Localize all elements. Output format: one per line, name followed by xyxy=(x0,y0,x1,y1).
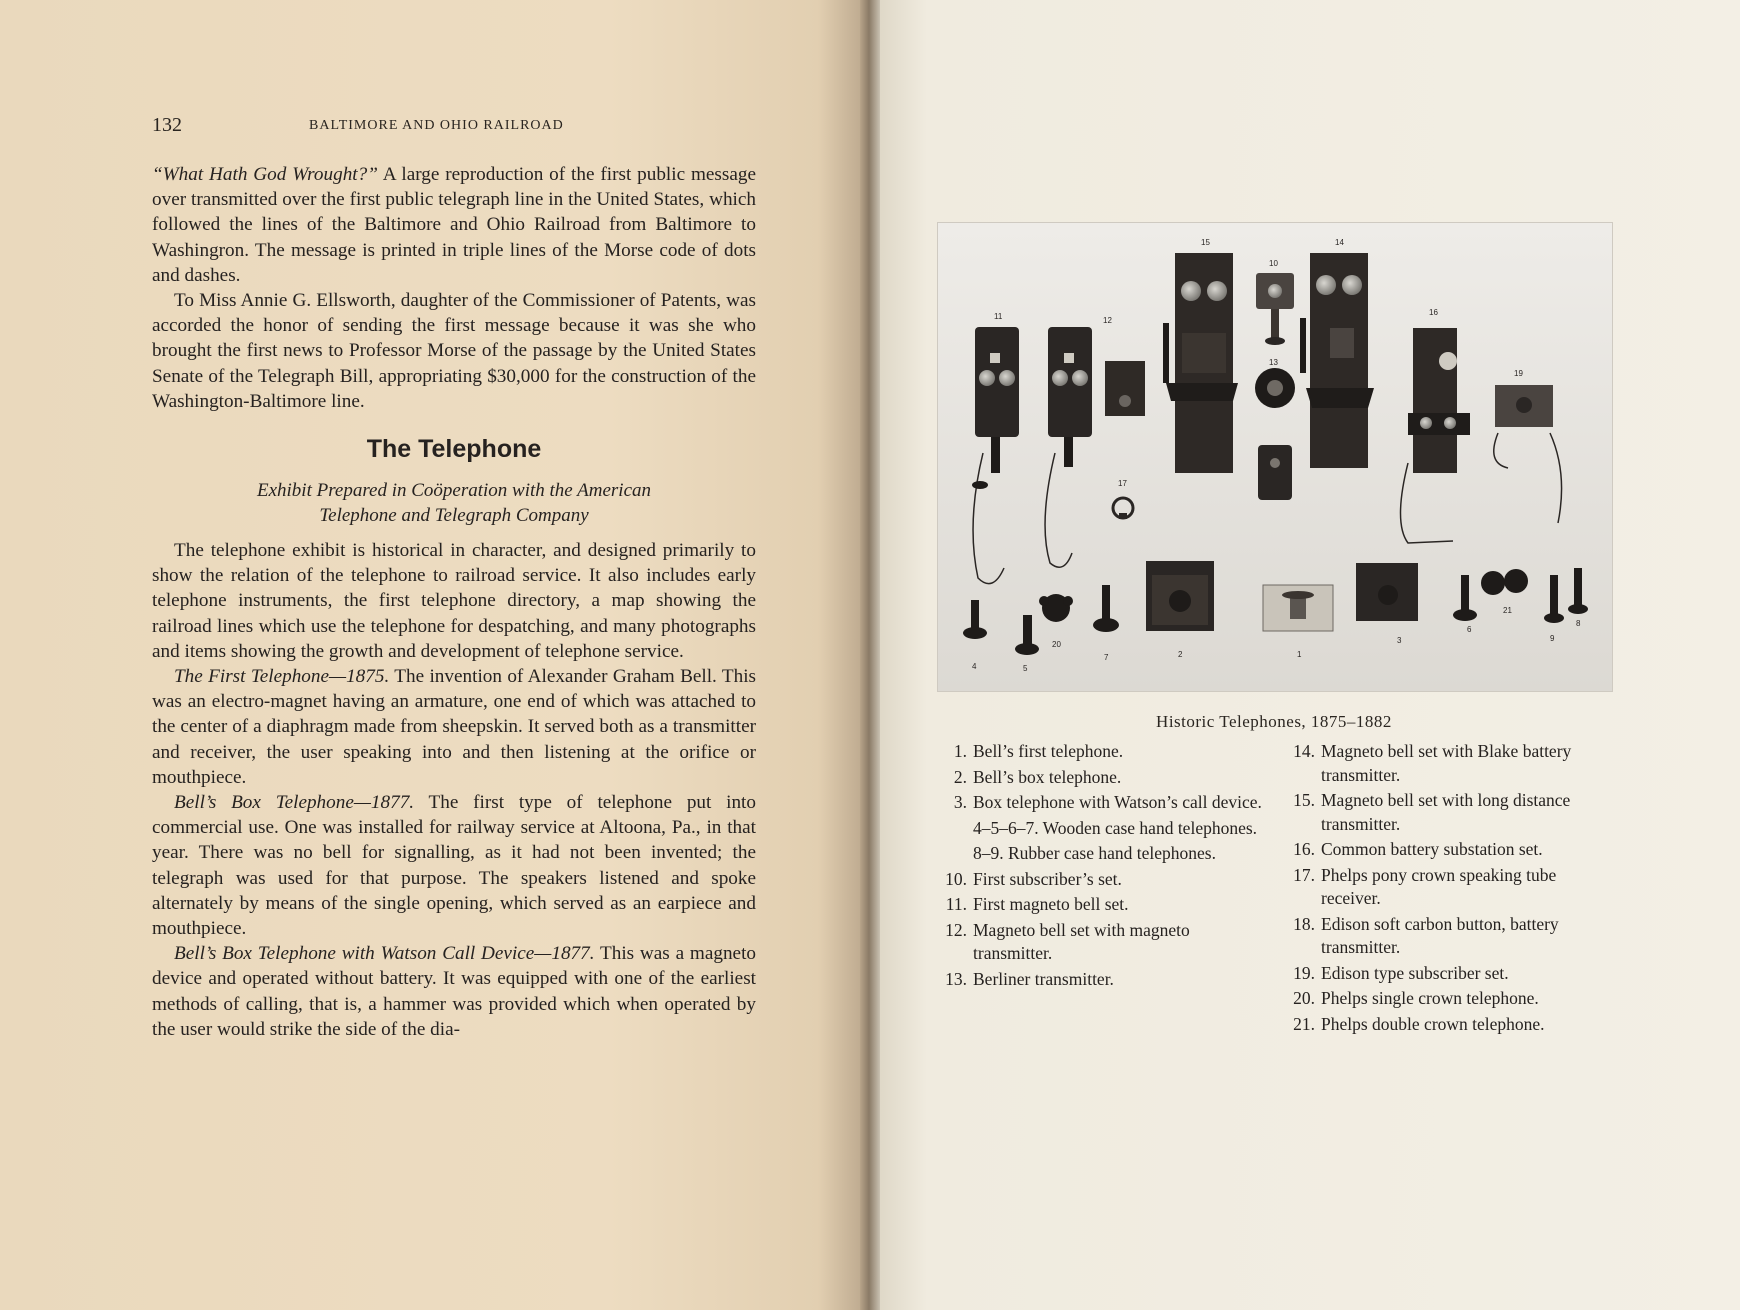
legend-text: Common battery substation set. xyxy=(1321,839,1543,859)
legend-item xyxy=(937,842,1265,866)
legend-number: 20. xyxy=(1293,988,1315,1008)
telephones-photograph xyxy=(937,222,1613,692)
photo-label-4: 4 xyxy=(972,662,977,671)
photo-label-5: 5 xyxy=(1023,664,1028,673)
photo-label-13: 13 xyxy=(1269,358,1278,367)
legend-number xyxy=(937,842,973,866)
box-telephone-lead: Bell’s Box Telephone—1877. xyxy=(174,792,415,814)
photo-label-10: 10 xyxy=(1269,259,1278,268)
legend-number: 1. xyxy=(953,741,967,761)
legend-text: Magneto bell set with Blake battery transmitter. xyxy=(1321,741,1572,785)
legend-number: 17. xyxy=(1293,864,1315,885)
legend-text: Berliner transmitter. xyxy=(973,968,1114,989)
legend-right-column xyxy=(1285,740,1615,1038)
legend-item xyxy=(1285,864,1615,911)
legend-item xyxy=(937,868,1265,892)
intro-paragraph xyxy=(152,162,756,288)
box-telephone-text: The first type of telephone put into commercial use. One was installed for railway service at Altoona, Pa., in that year. There was no bell for signalling, as it had not been invented; the telegraph was used for that purpose. The speakers listened and spoke alternately by means of the single opening, which served as an earpiece and mouthpiece. xyxy=(152,792,756,940)
legend-number: 12. xyxy=(945,919,967,940)
legend-item xyxy=(937,968,1265,992)
section-title: The Telephone xyxy=(366,435,542,464)
first-telephone-lead: The First Telephone—1875. xyxy=(174,666,390,688)
photo-label-15: 15 xyxy=(1201,238,1210,247)
legend-text: 8–9. Rubber case hand telephones. xyxy=(973,843,1216,863)
ellsworth-paragraph: To Miss Annie G. Ellsworth, daughter of the Commissioner of Patents, was accorded the honor of sending the first message because it was she who brought the first news to Professor Morse of the passage by the United States Senate of the Telegraph Bill, appropriating $30,000 for the construction of the Washington-Baltimore line. xyxy=(152,290,756,412)
legend-text: Bell’s box telephone. xyxy=(973,766,1122,787)
telephone-2 xyxy=(1146,561,1214,631)
legend-number: 2. xyxy=(953,766,967,787)
legend-text: Edison soft carbon button, battery transmitter. xyxy=(1321,913,1559,957)
telephone-box-small xyxy=(1105,361,1145,416)
legend-text: Magneto bell set with long distance transmitter. xyxy=(1321,790,1571,834)
telephones-illustration xyxy=(938,223,1612,691)
legend-item xyxy=(1285,838,1615,862)
photo-label-6: 6 xyxy=(1467,625,1472,634)
legend-item xyxy=(937,791,1265,815)
photo-label-16: 16 xyxy=(1429,308,1438,317)
subtitle-line-2: Telephone and Telegraph Company xyxy=(319,505,589,527)
subtitle-line-1: Exhibit Prepared in Coöperation with the American xyxy=(256,480,652,502)
left-text-column xyxy=(152,162,756,1042)
photo-label-14: 14 xyxy=(1335,238,1344,247)
watson-device-lead: Bell’s Box Telephone with Watson Call Device—1877. xyxy=(174,943,595,965)
legend-item xyxy=(937,893,1265,917)
legend-item xyxy=(937,919,1265,966)
intro-text: A large reproduction of the first public message over transmitted over the first public telegraph line in the United States, which followed the lines of the Baltimore and Ohio Railroad from Baltimore to Washingron. The message is printed in triple lines of the Morse code of dots and dashes. xyxy=(152,164,756,286)
photo-label-9: 9 xyxy=(1550,634,1555,643)
telephone-1 xyxy=(1263,585,1333,631)
photo-label-19: 19 xyxy=(1514,369,1523,378)
photo-caption: Historic Telephones, 1875–1882 xyxy=(1156,712,1392,731)
legend-text: Magneto bell set with magneto transmitter. xyxy=(973,919,1190,963)
photo-label-3: 3 xyxy=(1397,636,1402,645)
legend-item xyxy=(1285,962,1615,986)
legend-number xyxy=(937,817,973,841)
watson-device-text: This was a magneto device and operated without battery. It was equipped with one of the earliest methods of calling, that is, a hammer was provided which when operated by the user would strike the side of the dia- xyxy=(152,943,756,1040)
photo-label-2: 2 xyxy=(1178,650,1183,659)
legend-item xyxy=(1285,789,1615,836)
page-number: 132 xyxy=(152,114,182,136)
photo-label-21: 21 xyxy=(1503,606,1512,615)
legend-item xyxy=(1285,987,1615,1011)
legend-text: First subscriber’s set. xyxy=(973,868,1122,889)
exhibit-paragraph: The telephone exhibit is historical in character, and designed primarily to show the relation of the telephone to railroad service. It also includes early telephone instruments, the first telephone directory, a map showing the railroad lines which use the telephone for despatching, and many photographs and items showing the growth and development of telephone service. xyxy=(152,540,756,662)
legend-text: Edison type subscriber set. xyxy=(1321,962,1509,983)
legend-number: 16. xyxy=(1293,839,1315,859)
legend-item xyxy=(937,740,1265,764)
legend-number: 19. xyxy=(1293,962,1315,983)
photo-label-8: 8 xyxy=(1576,619,1581,628)
photo-label-11: 11 xyxy=(994,312,1003,321)
legend-text: Box telephone with Watson’s call device. xyxy=(973,792,1262,812)
watson-device-paragraph xyxy=(152,941,756,1042)
photo-label-1: 1 xyxy=(1297,650,1302,659)
intro-lead: “What Hath God Wrought?” xyxy=(152,164,378,185)
first-telephone-text: The invention of Alexander Graham Bell. This was an electro-magnet having an armature, one end of which was attached to the center of a diaphragm made from sheepskin. It served both as a transmitter and receiver, the user speaking into and then listening at the orifice or mouthpiece. xyxy=(152,666,756,788)
section-subtitle xyxy=(152,478,756,528)
legend-number: 3. xyxy=(953,792,967,812)
legend-text: Phelps double crown telephone. xyxy=(1321,1013,1545,1034)
legend-text: 4–5–6–7. Wooden case hand telephones. xyxy=(973,817,1258,838)
legend-number: 10. xyxy=(945,868,967,889)
photo-label-18: 18 xyxy=(1269,448,1278,457)
legend-number: 14. xyxy=(1293,741,1315,761)
legend-item xyxy=(1285,913,1615,960)
legend-number: 11. xyxy=(945,894,967,914)
legend-number: 21. xyxy=(1293,1013,1315,1034)
telephone-14 xyxy=(1300,253,1374,468)
telephone-13 xyxy=(1255,368,1295,408)
legend-item xyxy=(1285,1013,1615,1037)
legend-left-column xyxy=(937,740,1265,993)
legend-item xyxy=(937,817,1265,841)
running-head-title: BALTIMORE AND OHIO RAILROAD xyxy=(309,118,564,133)
box-telephone-paragraph xyxy=(152,790,756,941)
legend-number: 18. xyxy=(1293,913,1315,934)
legend-text: Phelps single crown telephone. xyxy=(1321,988,1539,1008)
photo-label-20: 20 xyxy=(1052,640,1061,649)
photo-label-17: 17 xyxy=(1118,479,1127,488)
legend-item xyxy=(1285,740,1615,787)
telephone-3 xyxy=(1356,563,1418,621)
photo-label-12: 12 xyxy=(1103,316,1112,325)
legend-number: 15. xyxy=(1293,790,1315,810)
legend-text: First magneto bell set. xyxy=(973,894,1129,914)
legend-text: Bell’s first telephone. xyxy=(973,741,1124,761)
photo-label-7: 7 xyxy=(1104,653,1109,662)
book-gutter xyxy=(860,0,880,1310)
legend-text: Phelps pony crown speaking tube receiver. xyxy=(1321,864,1557,908)
running-head xyxy=(152,114,752,140)
first-telephone-paragraph xyxy=(152,664,756,790)
legend-number: 13. xyxy=(945,968,967,989)
legend-item xyxy=(937,766,1265,790)
